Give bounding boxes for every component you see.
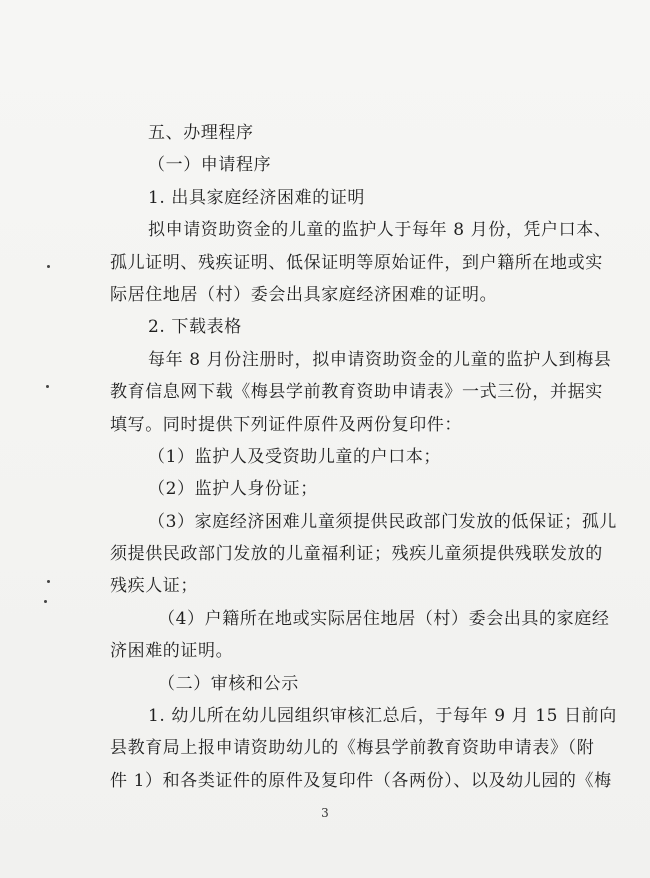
paragraph-line: 拟申请资助资金的儿童的监护人于每年 8 月份，凭户口本、	[148, 220, 612, 241]
scan-speck	[47, 580, 50, 583]
subsection-heading: （一）申请程序	[148, 155, 272, 176]
section-heading: 五、办理程序	[148, 123, 254, 143]
document-body	[110, 117, 618, 797]
paragraph-line: 件 1）和各类证件的原件及复印件（各两份）、以及幼儿园的《梅	[110, 770, 612, 791]
item-heading: 1. 出具家庭经济困难的证明	[148, 187, 366, 208]
paragraph-line: 填写。同时提供下列证件原件及两份复印件：	[110, 414, 462, 435]
subsection-heading: （二）审核和公示	[158, 673, 299, 694]
scan-speck	[47, 265, 50, 268]
scan-speck	[46, 385, 49, 388]
page-number: 3	[321, 806, 329, 820]
list-item: （1）监护人及受资助儿童的户口本；	[148, 446, 442, 467]
list-item: （2）监护人身份证；	[148, 479, 318, 500]
list-item: （3）家庭经济困难儿童须提供民政部门发放的低保证；孤儿	[148, 511, 618, 532]
item-heading: 2. 下载表格	[148, 317, 242, 338]
paragraph-line: 每年 8 月份注册时，拟申请资助资金的儿童的监护人到梅县	[148, 349, 612, 370]
paragraph-line: 残疾人证；	[110, 576, 198, 597]
paragraph-line: 县教育局上报申请资助幼儿的《梅县学前教育资助申请表》（附	[110, 738, 595, 759]
paragraph-line: 须提供民政部门发放的儿童福利证；残疾儿童须提供残联发放的	[110, 544, 603, 565]
list-item: （4）户籍所在地或实际居住地居（村）委会出具的家庭经	[158, 608, 610, 629]
paragraph-line: 济困难的证明。	[110, 641, 234, 662]
paragraph-line: 教育信息网下载《梅县学前教育资助申请表》一式三份，并据实	[110, 382, 603, 403]
paragraph-line: 1. 幼儿所在幼儿园组织审核汇总后，于每年 9 月 15 日前向	[148, 706, 617, 727]
paragraph-line: 孤儿证明、残疾证明、低保证明等原始证件，到户籍所在地或实	[110, 252, 603, 273]
scan-speck	[44, 600, 47, 603]
paragraph-line: 际居住地居（村）委会出具家庭经济困难的证明。	[110, 284, 498, 305]
